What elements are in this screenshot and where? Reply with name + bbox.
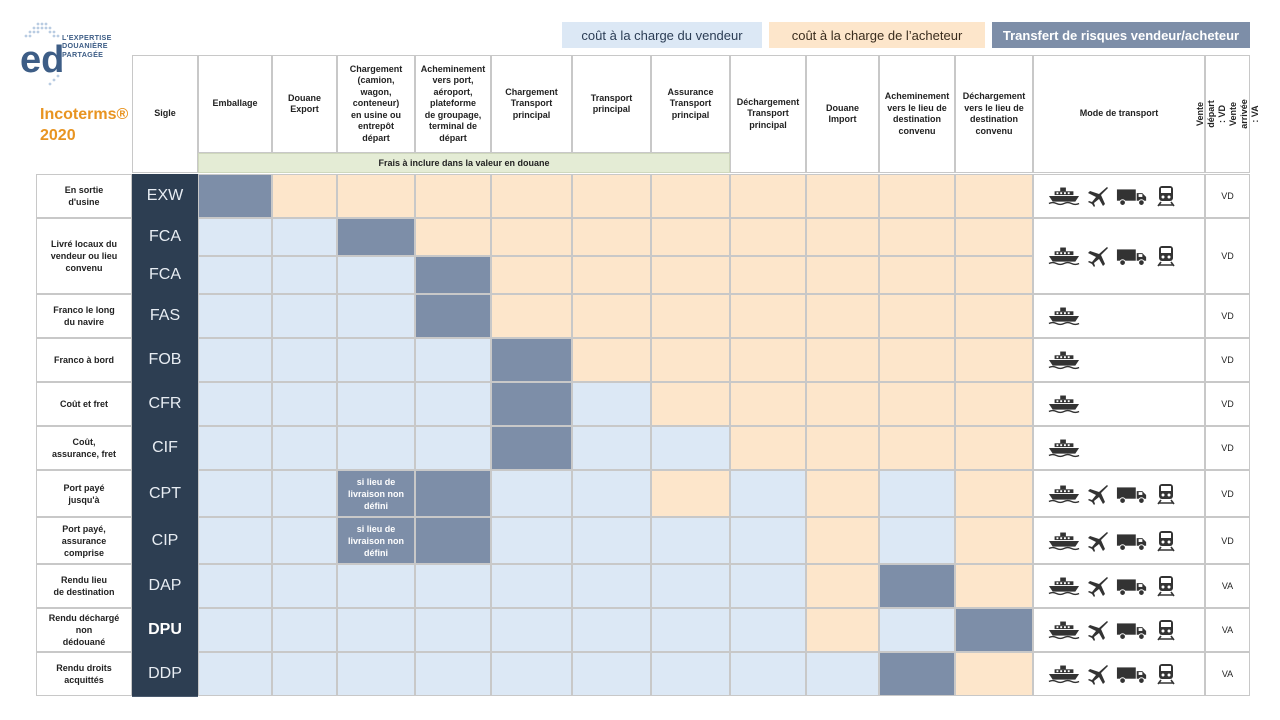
- header-col-5: Chargement Transport principal: [491, 55, 572, 153]
- note-lieu-livraison: si lieu de livraison non défini: [337, 470, 415, 517]
- ship-icon: [1048, 305, 1080, 327]
- cost-cell: [198, 382, 272, 426]
- cost-cell: [806, 256, 879, 294]
- cost-cell: [415, 218, 491, 256]
- cost-cell: [806, 517, 879, 564]
- transport-modes: [1033, 426, 1205, 470]
- sigle-cip: CIP: [132, 517, 198, 565]
- cost-cell: [491, 338, 572, 382]
- cost-cell: [879, 608, 955, 652]
- transport-modes: [1033, 517, 1205, 564]
- cost-cell: [730, 564, 806, 608]
- cost-cell: [491, 256, 572, 294]
- header-col-9: Douane Import: [806, 55, 879, 173]
- cost-cell: [730, 608, 806, 652]
- cost-cell: [955, 174, 1033, 218]
- cost-cell: [337, 294, 415, 338]
- cost-cell: [879, 256, 955, 294]
- cost-cell: [272, 174, 337, 218]
- vente-type: VD: [1205, 218, 1250, 294]
- cost-cell: [415, 294, 491, 338]
- cost-cell: [651, 564, 730, 608]
- cost-cell: [491, 517, 572, 564]
- header-col-4: Acheminement vers port, aéroport, plateforme de groupage, terminal de départ: [415, 55, 491, 153]
- cost-cell: [955, 218, 1033, 256]
- cost-cell: [415, 174, 491, 218]
- cost-cell: [806, 608, 879, 652]
- cost-cell: [491, 426, 572, 470]
- cost-cell: [198, 517, 272, 564]
- row-label: Coût, assurance, fret: [36, 426, 132, 470]
- cost-cell: [651, 174, 730, 218]
- plane-icon: [1086, 663, 1110, 685]
- cost-cell: [806, 338, 879, 382]
- header-col-6: Transport principal: [572, 55, 651, 153]
- cost-cell: [272, 426, 337, 470]
- truck-icon: [1116, 619, 1148, 641]
- sigle-fca: FCA: [132, 218, 198, 257]
- cost-cell: [955, 517, 1033, 564]
- cost-cell: [572, 564, 651, 608]
- ship-icon: [1048, 483, 1080, 505]
- cost-cell: [730, 174, 806, 218]
- train-icon: [1154, 483, 1178, 505]
- header-col-8: Déchargement Transport principal: [730, 55, 806, 173]
- cost-cell: [955, 470, 1033, 517]
- vente-type: VD: [1205, 382, 1250, 426]
- cost-cell: [806, 426, 879, 470]
- vente-type: VD: [1205, 294, 1250, 338]
- sigle-dap: DAP: [132, 564, 198, 609]
- cost-cell: [651, 338, 730, 382]
- sigle-cif: CIF: [132, 426, 198, 471]
- cost-cell: [806, 564, 879, 608]
- cost-cell: [491, 382, 572, 426]
- transport-modes: [1033, 652, 1205, 696]
- cost-cell: [272, 517, 337, 564]
- cost-cell: [879, 470, 955, 517]
- cost-cell: [955, 294, 1033, 338]
- cost-cell: [955, 564, 1033, 608]
- cost-cell: [491, 218, 572, 256]
- vente-type: VD: [1205, 517, 1250, 564]
- cost-cell: [272, 338, 337, 382]
- vente-type: VD: [1205, 426, 1250, 470]
- cost-cell: [651, 517, 730, 564]
- row-label: Port payé, assurance comprise: [36, 517, 132, 564]
- vente-header-text: Vente départ : VD Vente arrivée : VA: [1194, 99, 1260, 129]
- vente-type: VD: [1205, 470, 1250, 517]
- vente-header: [1194, 55, 1260, 173]
- header-col-7: Assurance Transport principal: [651, 55, 730, 153]
- header-col-1: Emballage: [198, 55, 272, 153]
- cost-cell: [806, 382, 879, 426]
- sigle-ddp: DDP: [132, 652, 198, 697]
- cost-cell: [198, 256, 272, 294]
- plane-icon: [1086, 245, 1110, 267]
- legend-transfert: Transfert de risques vendeur/acheteur: [992, 22, 1250, 48]
- cost-cell: [198, 338, 272, 382]
- truck-icon: [1116, 483, 1148, 505]
- row-label: Rendu déchargé non dédouané: [36, 608, 132, 652]
- cost-cell: [415, 382, 491, 426]
- row-label: Coût et fret: [36, 382, 132, 426]
- plane-icon: [1086, 530, 1110, 552]
- plane-icon: [1086, 619, 1110, 641]
- cost-cell: [491, 294, 572, 338]
- cost-cell: [651, 256, 730, 294]
- cost-cell: [651, 608, 730, 652]
- cost-cell: [730, 517, 806, 564]
- cost-cell: [730, 256, 806, 294]
- ship-icon: [1048, 619, 1080, 641]
- cost-cell: [491, 652, 572, 696]
- brand-line1: Incoterms®: [40, 106, 129, 123]
- header-col-10: Acheminement vers le lieu de destination convenu: [879, 55, 955, 173]
- transport-modes: [1033, 382, 1205, 426]
- ship-icon: [1048, 437, 1080, 459]
- cost-cell: [415, 256, 491, 294]
- row-label: Rendu droits acquittés: [36, 652, 132, 696]
- cost-cell: [415, 517, 491, 564]
- cost-cell: [272, 564, 337, 608]
- header-mode-transport: Mode de transport: [1033, 55, 1205, 173]
- transport-modes: [1033, 218, 1205, 294]
- ship-icon: [1048, 349, 1080, 371]
- cost-cell: [198, 174, 272, 218]
- brand-line2: 2020: [40, 127, 76, 144]
- plane-icon: [1086, 483, 1110, 505]
- train-icon: [1154, 530, 1178, 552]
- header-sigle: Sigle: [132, 55, 198, 173]
- cost-cell: [272, 256, 337, 294]
- cost-cell: [651, 382, 730, 426]
- cost-cell: [879, 382, 955, 426]
- cost-cell: [337, 174, 415, 218]
- cost-cell: [572, 338, 651, 382]
- cost-cell: [198, 470, 272, 517]
- cost-cell: [572, 517, 651, 564]
- cost-cell: [955, 338, 1033, 382]
- cost-cell: [337, 652, 415, 696]
- cost-cell: [879, 174, 955, 218]
- header-col-11: Déchargement vers le lieu de destination convenu: [955, 55, 1033, 173]
- cost-cell: [806, 294, 879, 338]
- legend-vendeur: coût à la charge du vendeur: [562, 22, 762, 48]
- transport-modes: [1033, 470, 1205, 517]
- truck-icon: [1116, 245, 1148, 267]
- cost-cell: [572, 470, 651, 517]
- cost-cell: [272, 218, 337, 256]
- cost-cell: [879, 652, 955, 696]
- cost-cell: [272, 470, 337, 517]
- cost-cell: [491, 470, 572, 517]
- cost-cell: [879, 218, 955, 256]
- frais-valeur-douane-banner: Frais à inclure dans la valeur en douane: [198, 153, 730, 173]
- cost-cell: [806, 470, 879, 517]
- cost-cell: [198, 608, 272, 652]
- cost-cell: [337, 338, 415, 382]
- ship-icon: [1048, 245, 1080, 267]
- row-label: Franco le long du navire: [36, 294, 132, 338]
- vente-type: VD: [1205, 338, 1250, 382]
- truck-icon: [1116, 663, 1148, 685]
- sigle-exw: EXW: [132, 174, 198, 219]
- cost-cell: [806, 652, 879, 696]
- sigle-fas: FAS: [132, 294, 198, 339]
- cost-cell: [730, 294, 806, 338]
- sigle-fob: FOB: [132, 338, 198, 383]
- cost-cell: [955, 382, 1033, 426]
- cost-cell: [272, 608, 337, 652]
- cost-cell: [651, 426, 730, 470]
- ship-icon: [1048, 393, 1080, 415]
- cost-cell: [198, 426, 272, 470]
- cost-cell: [651, 470, 730, 517]
- cost-cell: [337, 426, 415, 470]
- sigle-dpu: DPU: [132, 608, 198, 653]
- cost-cell: [651, 294, 730, 338]
- cost-cell: [651, 652, 730, 696]
- cost-cell: [572, 382, 651, 426]
- logo-letters: ed: [20, 39, 65, 81]
- truck-icon: [1116, 185, 1148, 207]
- train-icon: [1154, 575, 1178, 597]
- cost-cell: [730, 218, 806, 256]
- cost-cell: [337, 256, 415, 294]
- logo-text: L'EXPERTISE DOUANIÈRE PARTAGÉE: [62, 33, 112, 59]
- cost-cell: [415, 426, 491, 470]
- cost-cell: [879, 564, 955, 608]
- cost-cell: [572, 652, 651, 696]
- cost-cell: [337, 564, 415, 608]
- cost-cell: [198, 564, 272, 608]
- legend-acheteur: coût à la charge de l’acheteur: [769, 22, 985, 48]
- cost-cell: [730, 426, 806, 470]
- plane-icon: [1086, 185, 1110, 207]
- cost-cell: [730, 652, 806, 696]
- row-label: En sortie d'usine: [36, 174, 132, 218]
- train-icon: [1154, 245, 1178, 267]
- cost-cell: [198, 218, 272, 256]
- header-col-3: Chargement (camion, wagon, conteneur) en usine ou entrepôt départ: [337, 55, 415, 153]
- row-label: Rendu lieu de destination: [36, 564, 132, 608]
- transport-modes: [1033, 564, 1205, 608]
- cost-cell: [879, 426, 955, 470]
- cost-cell: [415, 470, 491, 517]
- brand-title: [40, 104, 128, 146]
- ship-icon: [1048, 185, 1080, 207]
- cost-cell: [491, 174, 572, 218]
- cost-cell: [491, 564, 572, 608]
- vente-type: VD: [1205, 174, 1250, 218]
- cost-cell: [337, 608, 415, 652]
- cost-cell: [955, 652, 1033, 696]
- cost-cell: [572, 256, 651, 294]
- cost-cell: [337, 382, 415, 426]
- header-col-2: Douane Export: [272, 55, 337, 153]
- cost-cell: [415, 608, 491, 652]
- train-icon: [1154, 619, 1178, 641]
- ship-icon: [1048, 575, 1080, 597]
- cost-cell: [572, 218, 651, 256]
- cost-cell: [879, 294, 955, 338]
- cost-cell: [730, 382, 806, 426]
- transport-modes: [1033, 174, 1205, 218]
- cost-cell: [572, 426, 651, 470]
- train-icon: [1154, 663, 1178, 685]
- vente-type: VA: [1205, 608, 1250, 652]
- transport-modes: [1033, 608, 1205, 652]
- cost-cell: [730, 338, 806, 382]
- cost-cell: [572, 294, 651, 338]
- truck-icon: [1116, 575, 1148, 597]
- cost-cell: [806, 174, 879, 218]
- cost-cell: [730, 470, 806, 517]
- cost-cell: [198, 652, 272, 696]
- transport-modes: [1033, 294, 1205, 338]
- train-icon: [1154, 185, 1178, 207]
- cost-cell: [572, 608, 651, 652]
- cost-cell: [806, 218, 879, 256]
- cost-cell: [272, 294, 337, 338]
- note-lieu-livraison: si lieu de livraison non défini: [337, 517, 415, 564]
- cost-cell: [337, 218, 415, 256]
- cost-cell: [955, 256, 1033, 294]
- sigle-cpt: CPT: [132, 470, 198, 518]
- vente-type: VA: [1205, 652, 1250, 696]
- cost-cell: [198, 294, 272, 338]
- cost-cell: [272, 652, 337, 696]
- vente-type: VA: [1205, 564, 1250, 608]
- cost-cell: [651, 218, 730, 256]
- transport-modes: [1033, 338, 1205, 382]
- cost-cell: [572, 174, 651, 218]
- truck-icon: [1116, 530, 1148, 552]
- cost-cell: [955, 426, 1033, 470]
- cost-cell: [879, 338, 955, 382]
- row-label: Franco à bord: [36, 338, 132, 382]
- cost-cell: [955, 608, 1033, 652]
- cost-cell: [415, 564, 491, 608]
- sigle-fca: FCA: [132, 256, 198, 295]
- plane-icon: [1086, 575, 1110, 597]
- sigle-cfr: CFR: [132, 382, 198, 427]
- cost-cell: [491, 608, 572, 652]
- ship-icon: [1048, 530, 1080, 552]
- cost-cell: [415, 652, 491, 696]
- ship-icon: [1048, 663, 1080, 685]
- cost-cell: [272, 382, 337, 426]
- row-label: Port payé jusqu'à: [36, 470, 132, 517]
- cost-cell: [415, 338, 491, 382]
- row-label: Livré locaux du vendeur ou lieu convenu: [36, 218, 132, 294]
- cost-cell: [879, 517, 955, 564]
